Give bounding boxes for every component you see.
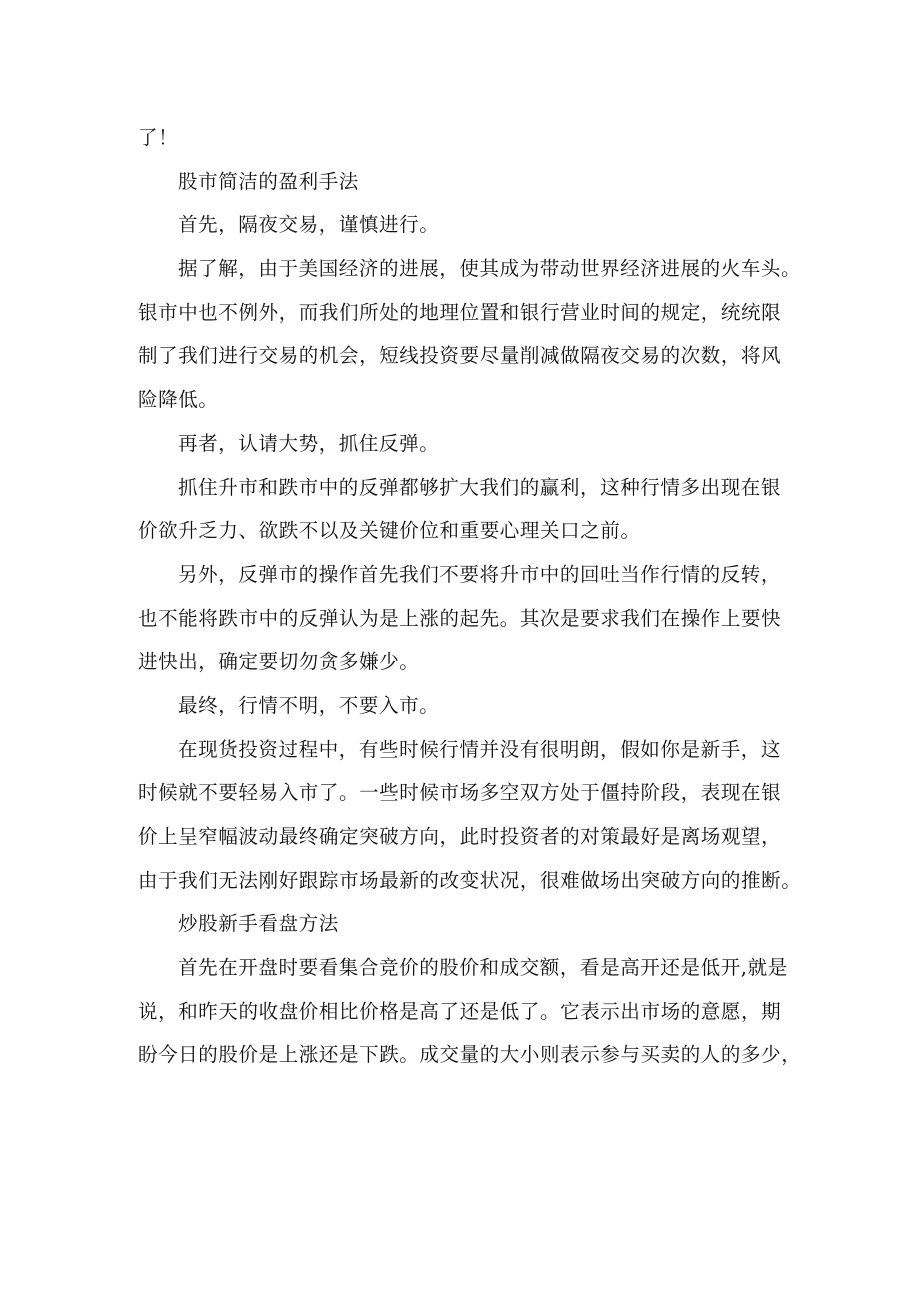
paragraph-line: 由于我们无法刚好跟踪市场最新的改变状况，很难做场出突破方向的推断。 <box>138 868 802 892</box>
paragraph-line: 时候就不要轻易入市了。一些时候市场多空双方处于僵持阶段，表现在银 <box>138 781 782 805</box>
paragraph-line: 进快出，确定要切勿贪多嫌少。 <box>138 650 420 674</box>
paragraph-line: 首先，隔夜交易，谨慎进行。 <box>178 213 440 237</box>
paragraph-line: 险降低。 <box>138 388 219 412</box>
paragraph-line: 据了解，由于美国经济的进展，使其成为带动世界经济进展的火车头。 <box>178 257 802 281</box>
paragraph-line: 另外，反弹市的操作首先我们不要将升市中的回吐当作行情的反转， <box>178 562 782 586</box>
section-heading: 炒股新手看盘方法 <box>178 912 339 936</box>
document-body <box>138 116 802 1077</box>
paragraph-line: 盼今日的股价是上涨还是下跌。成交量的大小则表示参与买卖的人的多少， <box>138 1043 802 1067</box>
paragraph-line: 在现货投资过程中，有些时候行情并没有很明朗，假如你是新手，这 <box>178 737 782 761</box>
paragraph-line: 也不能将跌市中的反弹认为是上涨的起先。其次是要求我们在操作上要快 <box>138 606 782 630</box>
paragraph-line: 说，和昨天的收盘价相比价格是高了还是低了。它表示出市场的意愿，期 <box>138 999 782 1023</box>
text-line: 了！ <box>138 126 179 149</box>
paragraph-line: 价欲升乏力、欲跌不以及关键价位和重要心理关口之前。 <box>138 519 641 543</box>
section-heading: 股市简洁的盈利手法 <box>178 169 359 193</box>
paragraph-line: 最终，行情不明，不要入市。 <box>178 693 440 717</box>
paragraph-line: 再者，认请大势，抓住反弹。 <box>178 431 440 455</box>
paragraph-line: 抓住升市和跌市中的反弹都够扩大我们的赢利，这种行情多出现在银 <box>178 475 782 499</box>
paragraph-line: 价上呈窄幅波动最终确定突破方向，此时投资者的对策最好是离场观望， <box>138 825 782 848</box>
paragraph-line: 银市中也不例外，而我们所处的地理位置和银行营业时间的规定，统统限 <box>138 300 782 324</box>
paragraph-line: 首先在开盘时要看集合竞价的股价和成交额，看是高开还是低开,就是 <box>178 956 788 980</box>
paragraph-line: 制了我们进行交易的机会，短线投资要尽量削减做隔夜交易的次数，将风 <box>138 344 782 368</box>
